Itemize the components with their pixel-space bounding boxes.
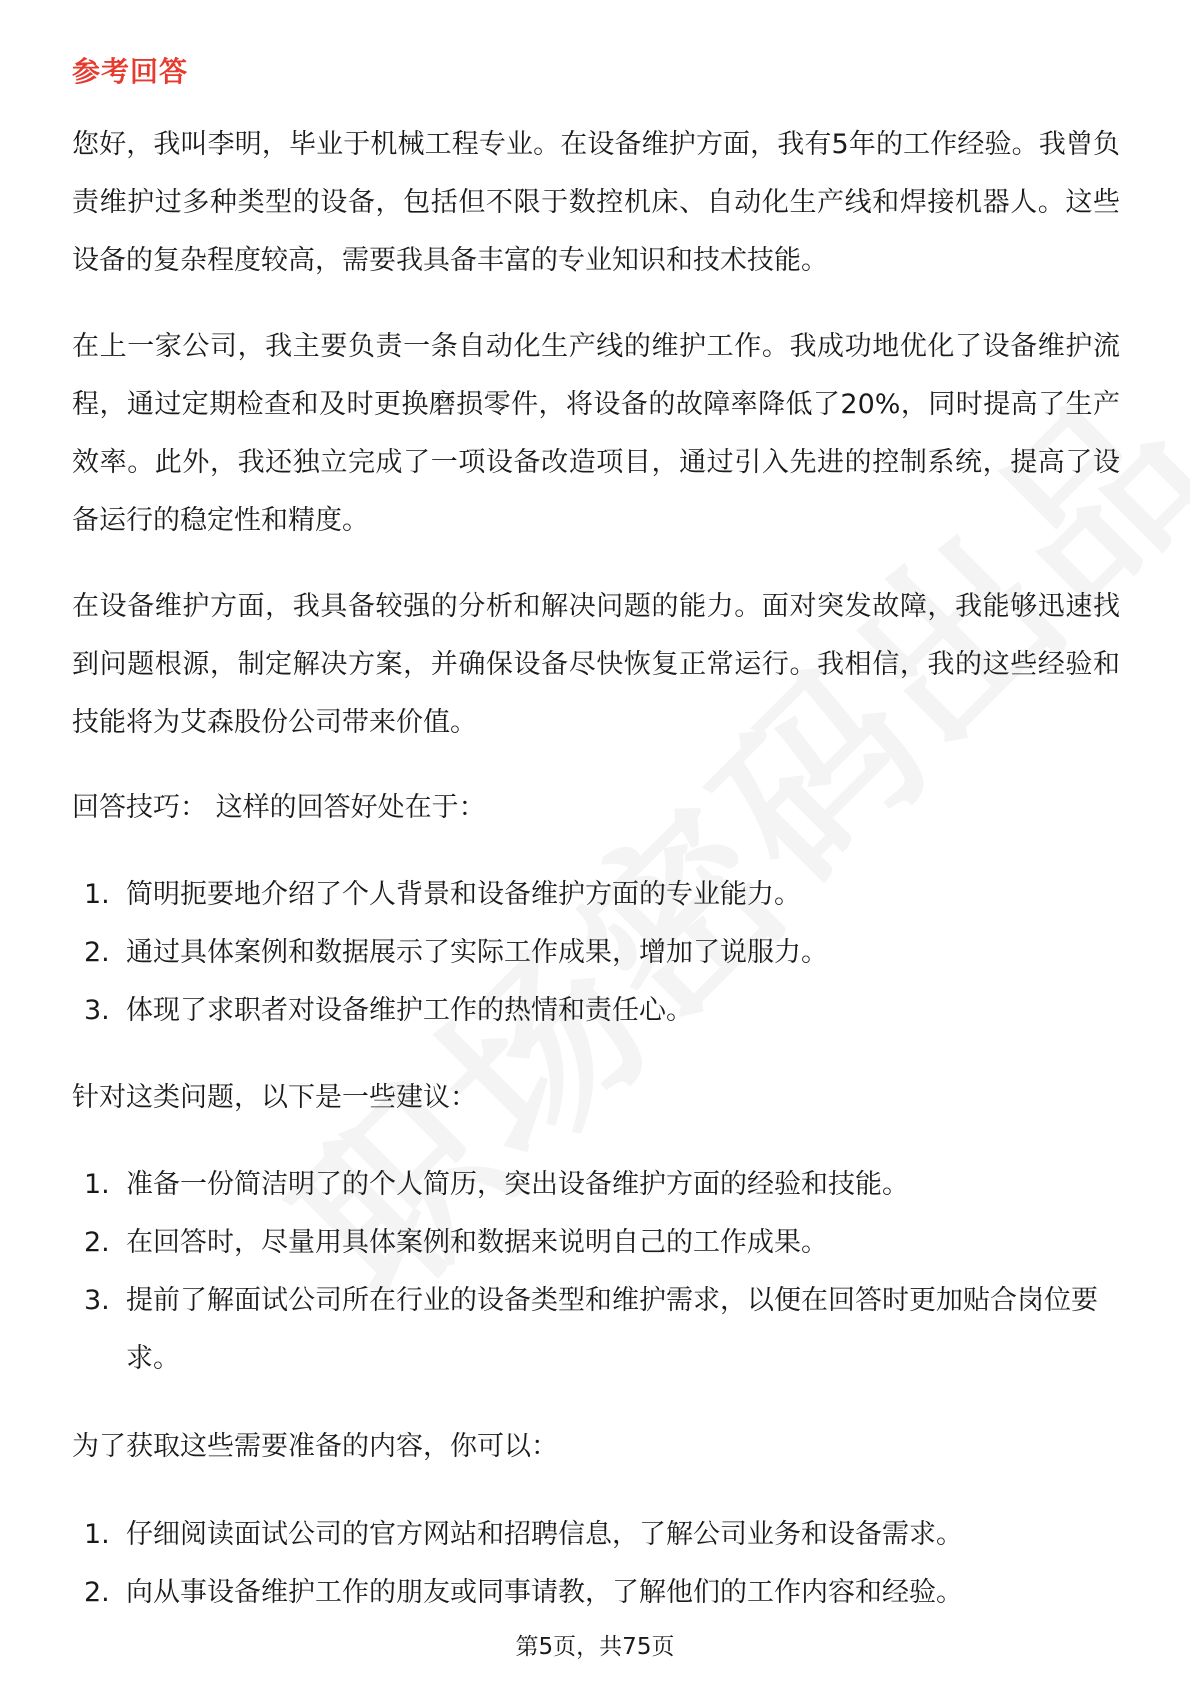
section-heading: 参考回答 — [72, 55, 189, 88]
answer-paragraph-2: 在上一家公司，我主要负责一条自动化生产线的维护工作。我成功地优化了设备维护流程，通过定期检查和及时更换磨损零件，将设备的故障率降低了20%，同时提高了生产效率。此外，我还独立完成了一项设备改造项目，通过引入先进的控制系统，提高了设备运行的稳定性和精度。 — [72, 331, 1120, 536]
list-item-text: 准备一份简洁明了的个人简历，突出设备维护方面的经验和技能。 — [126, 1169, 909, 1200]
tips-list — [72, 866, 1120, 1040]
list-item — [72, 1506, 1120, 1564]
list-item — [72, 1214, 1120, 1272]
list-item-text: 简明扼要地介绍了个人背景和设备维护方面的专业能力。 — [126, 879, 801, 910]
list-number: 2. — [84, 937, 110, 968]
advice-list — [72, 1156, 1120, 1388]
page-footer: 第5页，共75页 — [515, 1634, 675, 1660]
answer-paragraph-3: 在设备维护方面，我具备较强的分析和解决问题的能力。面对突发故障，我能够迅速找到问题根源，制定解决方案，并确保设备尽快恢复正常运行。我相信，我的这些经验和技能将为艾森股份公司带来价值。 — [72, 591, 1120, 738]
list-item — [72, 1156, 1120, 1214]
list-number: 2. — [84, 1577, 110, 1608]
list-item-text: 通过具体案例和数据展示了实际工作成果，增加了说服力。 — [126, 937, 828, 968]
advice-label: 针对这类问题，以下是一些建议： — [72, 1082, 477, 1113]
list-item-text: 向从事设备维护工作的朋友或同事请教，了解他们的工作内容和经验。 — [126, 1577, 963, 1608]
list-item — [72, 866, 1120, 924]
list-number: 1. — [84, 879, 110, 910]
prepare-label: 为了获取这些需要准备的内容，你可以： — [72, 1431, 558, 1462]
list-number: 3. — [84, 1285, 110, 1316]
tips-label: 回答技巧： 这样的回答好处在于： — [72, 792, 486, 823]
list-item-text: 体现了求职者对设备维护工作的热情和责任心。 — [126, 995, 693, 1026]
list-item-text: 在回答时，尽量用具体案例和数据来说明自己的工作成果。 — [126, 1227, 828, 1258]
answer-paragraph-1: 您好，我叫李明，毕业于机械工程专业。在设备维护方面，我有5年的工作经验。我曾负责维护过多种类型的设备，包括但不限于数控机床、自动化生产线和焊接机器人。这些设备的复杂程度较高，需要我具备丰富的专业知识和技术技能。 — [72, 129, 1120, 276]
list-item — [72, 982, 1120, 1040]
prepare-list — [72, 1506, 1120, 1622]
list-number: 3. — [84, 995, 110, 1026]
list-number: 1. — [84, 1169, 110, 1200]
list-item — [72, 924, 1120, 982]
list-number: 1. — [84, 1519, 110, 1550]
list-item — [72, 1272, 1120, 1388]
list-item-text: 仔细阅读面试公司的官方网站和招聘信息，了解公司业务和设备需求。 — [126, 1519, 963, 1550]
list-item-text: 提前了解面试公司所在行业的设备类型和维护需求，以便在回答时更加贴合岗位要求。 — [126, 1285, 1098, 1374]
list-number: 2. — [84, 1227, 110, 1258]
list-item — [72, 1564, 1120, 1622]
